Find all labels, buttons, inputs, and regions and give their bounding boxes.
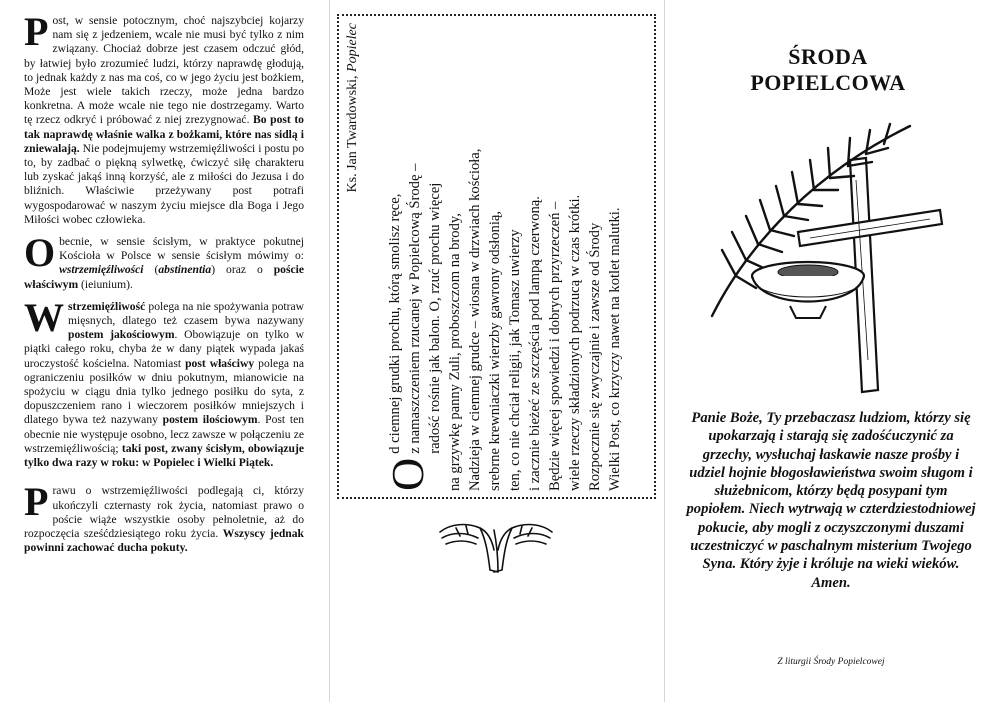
text-span: polega na nie spożywania potraw mięsnych, dlatego też czasem bywa nazywany xyxy=(68,299,304,328)
text-span: ( xyxy=(143,263,159,277)
fold-line-left xyxy=(329,0,330,702)
bold-span: taki post, zwany ścisłym, obowiązuje tylko dwa razy w roku: w Popielec i Wielki Piątek. xyxy=(24,441,305,470)
title-line: ŚRODA xyxy=(788,44,868,69)
poem-line: d ciemnej grudki prochu, którą smolisz ręce, xyxy=(387,193,403,454)
bold-span: post właściwy xyxy=(185,356,255,370)
text-span: polega na ograniczeniu posiłków w dniu pokutnym, mianowicie na spożyciu w ciągu dnia tylko jednego posiłku do syta, z dopuszczeniem rano i wieczorem posiłków mniejszych i dlatego bywa też nazywany xyxy=(24,356,304,427)
poem-line: srebrne krewniaczki wierzby gawrony odsłonią, xyxy=(487,210,503,491)
bold-italic-span: wstrzemięźliwości xyxy=(59,263,144,277)
poem-rotated xyxy=(343,23,639,493)
bold-span: strzemięźliwość xyxy=(68,299,146,313)
praying-hands-icon xyxy=(436,510,556,578)
poem-line: radość rośnie jak balon. O, rzuć prochu więcej xyxy=(427,182,443,454)
poem-line: na grzywkę panny Zuli, proboszczom na brody, xyxy=(447,213,463,491)
poem-line: Wielki Post, co krzyczy nawet na kotlet malutki. xyxy=(607,207,623,491)
poem-drop-cap: O xyxy=(382,457,433,491)
prayer-source: Z liturgii Środy Popielcowej xyxy=(777,657,885,667)
text-span: rawu o wstrzemięźliwości podlegają ci, którzy ukończyli czternasty rok życia, natomiast prawo o poście wiąże wszystkie osoby pełnoletnie, aż do rozpoczęcia sześćdziesiątego roku życia. xyxy=(24,484,304,540)
text-span: Nie podejmujemy wstrzemięźliwości i postu po to, by zadbać o piękną sylwetkę, ćwiczyć siłę charakteru lub zyskać jakąś inną korzyść, ale z miłości do Jezusa i do bliźnich. Właściwie przeżywany post potrafi wygospodarować w naszym życiu miejsce dla Boga i Jego Miłości wobec człowieka. xyxy=(24,141,304,226)
bold-span: poście właściwym xyxy=(24,263,304,291)
page-title xyxy=(678,44,978,96)
bold-span: Wszyscy jednak powinni zachować ducha pokuty. xyxy=(24,526,304,555)
poem-line: ten, co nie chciał religii, jak Tomasz uwierzy xyxy=(507,229,523,491)
poem-line: Rozpocznie się zwyczajnie i zawsze od Środy xyxy=(587,222,603,491)
poem-author xyxy=(343,23,363,192)
poem-line: Będzie więcej spowiedzi i dobrych przyrzeczeń – xyxy=(547,201,563,491)
paragraph-post-strict xyxy=(24,230,304,292)
poem-line: z namaszczeniem rzucanej w Popielcową Środę – xyxy=(407,163,423,454)
author-name: Ks. Jan Twardowski, xyxy=(345,71,360,193)
left-panel xyxy=(24,9,305,563)
text-span: . Obowiązuje on tylko w piątki całego roku, chyba że w dany piątek wypada jakaś uroczystość kościelna. Natomiast xyxy=(24,328,304,370)
paragraph-abstinence xyxy=(24,294,305,470)
paragraph-law xyxy=(24,479,304,555)
bold-span: Bo post to tak naprawdę właśnie walka z bożkami, które nas sidlą i zniewalają. xyxy=(24,113,304,155)
drop-cap: O xyxy=(24,230,56,276)
poem-line: Nadzieja w ciemnej grudce – wiosna w drzwiach kościoła, xyxy=(467,148,483,491)
fold-line-right xyxy=(664,0,665,702)
text-span: . Post ten obecnie nie występuje osobno, lecz zawsze w połączeniu ze wstrzemięźliwością; xyxy=(24,413,305,455)
bold-span: postem jakościowym xyxy=(68,328,175,342)
bold-italic-span: abstinentia xyxy=(158,263,212,277)
poem-text xyxy=(382,23,625,491)
poem-line: i zacznie bieżeć ze szczęścia pod lampą czerwoną. xyxy=(527,196,543,491)
drop-cap: W xyxy=(24,294,64,340)
prayer-text: Panie Boże, Ty przebaczasz ludziom, którzy się upokarzają i starają się zadośćuczynić za grzechy, wysłuchaj łaskawie nasze prośby i udziel hojnie błogosławieństwa swoim sługom i służebnicom, którzy będą posypani tym popiołem. Niech wytrwają w czterdziestodniowej pokucie, aby mogli z oczyszczonymi duszami uczestniczyć w paschalnym misterium Twojego Syna. Który żyje i króluje na wieki wieków. Amen. xyxy=(686,410,976,591)
text-span: ) oraz o xyxy=(211,263,274,277)
poem-title: Popielec xyxy=(345,23,360,72)
drop-cap: P xyxy=(24,479,49,525)
palm-cross-ash-bowl-illustration xyxy=(700,120,960,400)
poem-frame xyxy=(337,14,656,499)
bold-span: postem ilościowym xyxy=(162,413,258,427)
text-span: (ieiunium). xyxy=(78,277,133,291)
drop-cap: P xyxy=(24,9,49,54)
text-span: becnie, w sensie ścisłym, w praktyce pokutnej Kościoła w Polsce w sensie ścisłym mówimy o: xyxy=(59,235,304,263)
title-line: POPIELCOWA xyxy=(750,70,906,95)
poem-line: wiele rzeczy składzionych podrzucą w czas krótki. xyxy=(567,194,583,491)
paragraph-post-general xyxy=(24,9,304,227)
text-span: ost, w sensie potocznym, choć najszybciej kojarzy nam się z jedzeniem, wcale nie musi być tylko z nim związany. Chociaż dobrze jest czasem odczuć głód, by łatwiej było zrozumieć ludzi, którzy naprawdę głodują, to jednak każdy z nas ma coś, co w jego życiu jest bożkiem, Może jest wiele takich rzeczy, może jedna bardzo konkretna. A może wcale nie tego nie dostrzegamy. Warto tę rzecz odkryć i próbować z niej zrezygnować. xyxy=(24,14,304,127)
